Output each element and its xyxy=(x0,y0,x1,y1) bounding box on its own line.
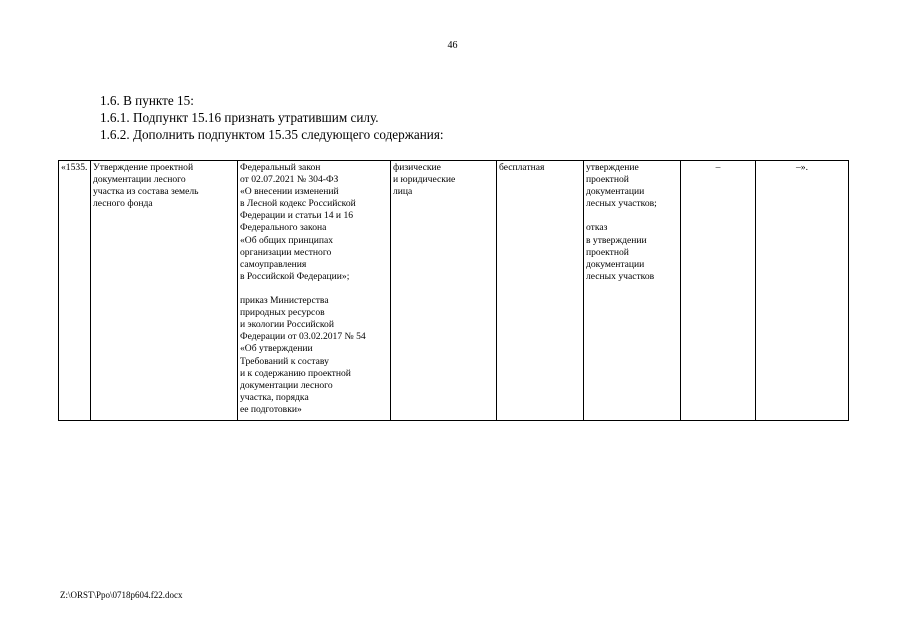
applicants-line: и юридические xyxy=(393,174,456,186)
result-line: отказ xyxy=(586,222,608,234)
legal-basis-line: в Лесной кодекс Российской xyxy=(240,198,356,210)
dash-closing-text: –». xyxy=(796,162,808,173)
cell-number xyxy=(59,161,91,421)
paragraph-1-6-2: 1.6.2. Дополнить подпунктом 15.35 следующего содержания: xyxy=(100,127,444,142)
legal-basis-line: самоуправления xyxy=(240,258,307,270)
cell-applicants xyxy=(391,161,497,421)
legal-basis-line: Федеральный закон xyxy=(240,162,321,173)
legal-basis-line: «О внесении изменений xyxy=(240,186,339,198)
legal-basis-line: организации местного xyxy=(240,246,332,258)
cell-col7 xyxy=(681,161,756,421)
footer-file-path: Z:\ORST\Ppo\0718p604.f22.docx xyxy=(60,590,183,600)
service-name-line: документации лесного xyxy=(93,174,186,186)
cell-result xyxy=(584,161,681,421)
fee-text: бесплатная xyxy=(499,162,545,173)
legal-basis-line: природных ресурсов xyxy=(240,307,325,319)
result-line xyxy=(586,210,678,222)
table-row xyxy=(59,161,849,421)
legal-basis-line xyxy=(240,283,388,295)
legal-basis-line: ее подготовки» xyxy=(240,403,302,415)
page-number: 46 xyxy=(447,40,458,51)
legal-basis-line: Требований к составу xyxy=(240,355,329,367)
result-line: утверждение xyxy=(586,162,639,173)
result-line: лесных участков xyxy=(586,270,655,282)
legal-basis-line: Федерального закона xyxy=(240,222,327,234)
legal-basis-line: и экологии Российской xyxy=(240,319,334,331)
service-name-line: Утверждение проектной xyxy=(93,162,194,173)
service-name-line: участка из состава земель xyxy=(93,186,199,198)
legal-basis-line: Федерации и статьи 14 и 16 xyxy=(240,210,354,222)
legal-basis-line: «Об утверждении xyxy=(240,343,313,355)
paragraph-1-6-1: 1.6.1. Подпункт 15.16 признать утратившим силу. xyxy=(100,110,379,125)
legal-basis-line: документации лесного xyxy=(240,379,333,391)
cell-fee xyxy=(497,161,584,421)
cell-service-name xyxy=(91,161,238,421)
cell-legal-basis xyxy=(238,161,391,421)
result-line: документации xyxy=(586,186,645,198)
legal-basis-line: в Российской Федерации»; xyxy=(240,270,350,282)
paragraph-1-6: 1.6. В пункте 15: xyxy=(100,93,194,108)
cell-col8 xyxy=(756,161,849,421)
applicants-line: лица xyxy=(393,186,413,198)
services-table xyxy=(58,160,849,421)
legal-basis-line: приказ Министерства xyxy=(240,295,329,307)
result-line: документации xyxy=(586,258,645,270)
legal-basis-line: от 02.07.2021 № 304-ФЗ xyxy=(240,174,339,186)
legal-basis-line: «Об общих принципах xyxy=(240,234,334,246)
legal-basis-line: и к содержанию проектной xyxy=(240,367,351,379)
legal-basis-line: участка, порядка xyxy=(240,391,309,403)
service-name-line: лесного фонда xyxy=(93,198,153,210)
result-line: проектной xyxy=(586,174,629,186)
dash-text: – xyxy=(715,162,721,173)
result-line: лесных участков; xyxy=(586,198,657,210)
applicants-line: физические xyxy=(393,162,441,173)
paragraphs xyxy=(100,92,444,143)
result-line: проектной xyxy=(586,246,629,258)
legal-basis-line: Федерации от 03.02.2017 № 54 xyxy=(240,331,366,343)
result-line: в утверждении xyxy=(586,234,647,246)
item-number: «1535. xyxy=(61,162,88,173)
